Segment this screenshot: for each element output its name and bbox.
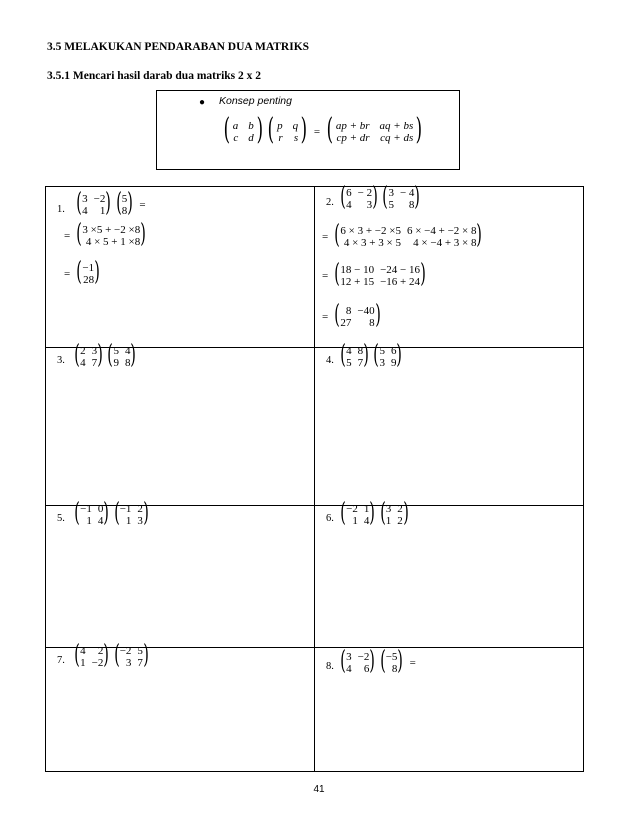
matrix-entry: −16 + 24 [380, 276, 421, 288]
right-paren: ) [397, 646, 404, 676]
right-paren: ) [396, 340, 403, 370]
matrix-entries [77, 645, 106, 669]
question-number: 3. [57, 355, 65, 366]
matrix-entry: 8 [408, 199, 415, 211]
equals-sign: = [322, 270, 329, 282]
right-paren: ) [415, 112, 423, 147]
matrix-entry: 8 [121, 205, 128, 217]
left-paren: ( [340, 498, 346, 528]
q7-problem [72, 640, 151, 670]
left-paren: ( [76, 188, 82, 218]
matrix-entry: −24 − 16 [380, 264, 421, 276]
left-paren: ( [74, 640, 80, 670]
matrix-entry: 3 [91, 345, 98, 357]
matrix-entry: 6 [346, 187, 352, 199]
q2-step-1-matrix [332, 220, 484, 250]
matrix-entry: 4 [80, 357, 86, 369]
matrix-entries [343, 503, 372, 527]
matrix-entry: 4 [346, 199, 352, 211]
q4-matrix-a [338, 340, 371, 370]
right-paren: ) [372, 182, 378, 212]
matrix-entry: 4 [80, 645, 86, 657]
right-paren: ) [140, 219, 147, 249]
left-paren: ( [379, 646, 386, 676]
matrix-entry: −1 [80, 503, 92, 515]
left-paren: ( [268, 112, 275, 147]
subsection-heading: 3.5.1 Mencari hasil darab dua matriks 2 x 2 [47, 70, 262, 82]
left-paren: ( [334, 220, 341, 250]
q1-step-2 [60, 257, 102, 287]
matrix-entry: 3 [137, 515, 143, 527]
right-paren: ) [369, 646, 376, 676]
matrix-entries [337, 225, 479, 249]
grid-divider [314, 187, 315, 771]
equals-sign: = [409, 657, 416, 669]
matrix-entry: 5 [121, 193, 128, 205]
matrix-entry: −1 [82, 262, 95, 274]
q5-matrix-a [72, 498, 112, 528]
right-paren: ) [143, 640, 149, 670]
concept-matrix-result [324, 112, 425, 147]
q2-step-2 [318, 259, 428, 289]
q2-step-3-matrix [332, 300, 383, 330]
matrix-entry: 6 [390, 345, 397, 357]
matrix-entry: −1 [119, 503, 132, 515]
matrix-entry: 4 × 5 + 1 ×8 [85, 236, 141, 248]
q8-problem [338, 646, 420, 676]
matrix-entry: 5 [388, 199, 394, 211]
q2-step-3 [318, 300, 383, 330]
concept-matrix-a [221, 112, 265, 147]
question-number: 7. [57, 655, 65, 666]
left-paren: ( [74, 498, 80, 528]
matrix-entry: 4 [124, 345, 131, 357]
matrix-entry: 3 [125, 657, 132, 669]
section-heading: 3.5 MELAKUKAN PENDARABAN DUA MATRIKS [47, 41, 310, 53]
matrix-entry: 5 [346, 357, 352, 369]
q1-problem [74, 188, 150, 218]
equals-sign: = [139, 199, 146, 211]
matrix-entry: 1 [385, 515, 392, 527]
equals-sign: = [313, 126, 321, 138]
right-paren: ) [363, 340, 370, 370]
matrix-entries [343, 651, 372, 675]
concept-box [156, 90, 460, 170]
q2-matrix-b [380, 182, 422, 212]
matrix-entry: 2 [80, 345, 86, 357]
matrix-entry: −40 [357, 305, 375, 317]
matrix-entry: 0 [97, 503, 104, 515]
equals-sign: = [322, 231, 329, 243]
left-paren: ( [373, 340, 380, 370]
matrix-entry: −2 [119, 645, 132, 657]
matrix-entry: −2 [346, 503, 358, 515]
question-number: 4. [326, 355, 334, 366]
matrix-entries [337, 264, 423, 288]
right-paren: ) [420, 259, 426, 289]
left-paren: ( [340, 646, 346, 676]
matrix-entry: 5 [379, 345, 385, 357]
matrix-entry: 2 [397, 515, 403, 527]
matrix-entry: 3 [388, 187, 394, 199]
left-paren: ( [340, 340, 346, 370]
equals-sign: = [64, 268, 71, 280]
q6-matrix-a [338, 498, 378, 528]
q8-matrix-a [338, 646, 378, 676]
matrix-entry: 4 × −4 + 3 × 8 [413, 237, 477, 249]
q5-matrix-b [112, 498, 152, 528]
matrix-entry: 8 [391, 663, 398, 675]
question-number: 1. [57, 204, 65, 215]
matrix-entries [337, 305, 377, 329]
right-paren: ) [374, 300, 381, 330]
matrix-entry: 4 [346, 663, 352, 675]
matrix-entry: 3 [379, 357, 385, 369]
q1-matrix-b [114, 188, 136, 218]
bullet-icon: ● [199, 97, 206, 108]
right-paren: ) [94, 257, 100, 287]
matrix-entry: 27 [340, 317, 352, 329]
left-paren: ( [115, 188, 122, 218]
q3-matrix-a [72, 340, 105, 370]
matrix-entry: 7 [137, 657, 143, 669]
matrix-entry: 1 [99, 205, 106, 217]
right-paren: ) [127, 188, 134, 218]
equals-sign: = [322, 311, 329, 323]
matrix-entries [383, 503, 406, 527]
left-paren: ( [76, 257, 83, 287]
left-paren: ( [76, 219, 83, 249]
matrix-entries [343, 187, 375, 211]
matrix-entry: − 4 [399, 187, 415, 199]
matrix-entry: 8 [357, 345, 364, 357]
matrix-entry: 18 − 10 [340, 264, 375, 276]
q7-matrix-a [72, 640, 112, 670]
matrix-entry: −2 [93, 193, 106, 205]
q2-problem [338, 182, 423, 212]
left-paren: ( [107, 340, 114, 370]
matrix-entry: aq + bs [379, 120, 414, 132]
matrix-entry: c [233, 132, 239, 144]
matrix-entry: cq + ds [380, 132, 414, 144]
right-paren: ) [103, 498, 110, 528]
right-paren: ) [105, 188, 112, 218]
left-paren: ( [379, 498, 386, 528]
matrix-entry: 5 [137, 645, 143, 657]
matrix-entry: 2 [397, 503, 403, 515]
concept-title: Konsep penting [219, 95, 292, 107]
matrix-entries [79, 224, 143, 248]
right-paren: ) [476, 220, 483, 250]
right-paren: ) [143, 498, 149, 528]
matrix-entries [228, 120, 259, 144]
matrix-entry: a [232, 120, 239, 132]
matrix-entry: 5 [113, 345, 119, 357]
matrix-entry: 2 [137, 503, 143, 515]
q7-matrix-b [112, 640, 152, 670]
q6-problem [338, 498, 411, 528]
matrix-entry: 4 [82, 205, 88, 217]
matrix-entry: − 2 [357, 187, 373, 199]
matrix-entry: −2 [357, 651, 370, 663]
q2-step-2-matrix [332, 259, 428, 289]
matrix-entry: 4 [346, 345, 352, 357]
q2-matrix-a [338, 182, 380, 212]
matrix-entry: 28 [83, 274, 95, 286]
question-number: 6. [326, 513, 334, 524]
matrix-entries [272, 120, 303, 144]
matrix-entry: b [248, 120, 254, 132]
q1-step-1 [60, 219, 148, 249]
left-paren: ( [340, 182, 346, 212]
matrix-entry: 8 [369, 317, 375, 329]
left-paren: ( [334, 300, 341, 330]
matrix-entry: 9 [113, 357, 119, 369]
q6-matrix-b [378, 498, 411, 528]
q5-problem [72, 498, 151, 528]
q3-problem [72, 340, 139, 370]
matrix-entry: 3 [346, 651, 352, 663]
right-paren: ) [300, 112, 308, 147]
right-paren: ) [369, 498, 376, 528]
matrix-entry: 2 [97, 645, 104, 657]
left-paren: ( [223, 112, 231, 147]
right-paren: ) [97, 340, 104, 370]
q1-step-1-matrix [74, 219, 148, 249]
matrix-entry: 6 [363, 663, 370, 675]
right-paren: ) [103, 640, 110, 670]
matrix-entry: 1 [80, 657, 86, 669]
left-paren: ( [334, 259, 341, 289]
right-paren: ) [256, 112, 263, 147]
q1-step-2-matrix [74, 257, 102, 287]
left-paren: ( [382, 182, 389, 212]
matrix-entry: 1 [363, 503, 370, 515]
matrix-entry: 1 [125, 515, 132, 527]
exercise-grid [45, 182, 584, 772]
matrix-entries [117, 645, 146, 669]
matrix-entry: 3 ×5 + −2 ×8 [82, 224, 141, 236]
matrix-entry: cp + dr [336, 132, 370, 144]
question-number: 8. [326, 661, 334, 672]
matrix-entry: 7 [357, 357, 364, 369]
matrix-entries [117, 503, 146, 527]
right-paren: ) [414, 182, 421, 212]
matrix-entries [77, 503, 106, 527]
right-paren: ) [130, 340, 137, 370]
matrix-entry: 6 × −4 + −2 × 8 [406, 225, 477, 237]
matrix-entry: 8 [124, 357, 131, 369]
question-number: 2. [326, 197, 334, 208]
q8-matrix-b [378, 646, 406, 676]
q1-matrix-a [74, 188, 114, 218]
matrix-entry: 4 [97, 515, 104, 527]
matrix-entry: 3 [366, 199, 373, 211]
matrix-entry: 6 × 3 + −2 ×5 [340, 225, 401, 237]
matrix-entry: 4 × 3 + 3 × 5 [343, 237, 401, 249]
matrix-entry: 3 [385, 503, 392, 515]
right-paren: ) [402, 498, 409, 528]
matrix-entry: ap + br [335, 120, 370, 132]
matrix-entries [385, 187, 417, 211]
equals-sign: = [64, 230, 71, 242]
matrix-entry: −2 [91, 657, 104, 669]
concept-matrix-b [265, 112, 309, 147]
matrix-entry: 1 [86, 515, 92, 527]
left-paren: ( [326, 112, 334, 147]
matrix-entries [79, 193, 108, 217]
q3-matrix-b [105, 340, 138, 370]
matrix-entry: −5 [385, 651, 398, 663]
matrix-entry: p [277, 120, 283, 132]
q2-step-1 [318, 220, 485, 250]
matrix-entry: 8 [345, 305, 352, 317]
left-paren: ( [113, 498, 120, 528]
question-number: 5. [57, 513, 65, 524]
q4-matrix-b [371, 340, 404, 370]
matrix-entry: s [293, 132, 299, 144]
left-paren: ( [113, 640, 120, 670]
matrix-entry: 7 [91, 357, 98, 369]
matrix-entry: 9 [390, 357, 397, 369]
matrix-entry: 3 [82, 193, 88, 205]
matrix-entry: r [278, 132, 283, 144]
concept-formula [221, 112, 425, 147]
matrix-entries [331, 120, 418, 144]
left-paren: ( [74, 340, 80, 370]
matrix-entry: d [248, 132, 254, 144]
matrix-entry: q [292, 120, 299, 132]
matrix-entry: 1 [352, 515, 358, 527]
page-number: 41 [313, 784, 325, 795]
matrix-entry: 4 [363, 515, 370, 527]
q4-problem [338, 340, 405, 370]
matrix-entry: 12 + 15 [340, 276, 375, 288]
